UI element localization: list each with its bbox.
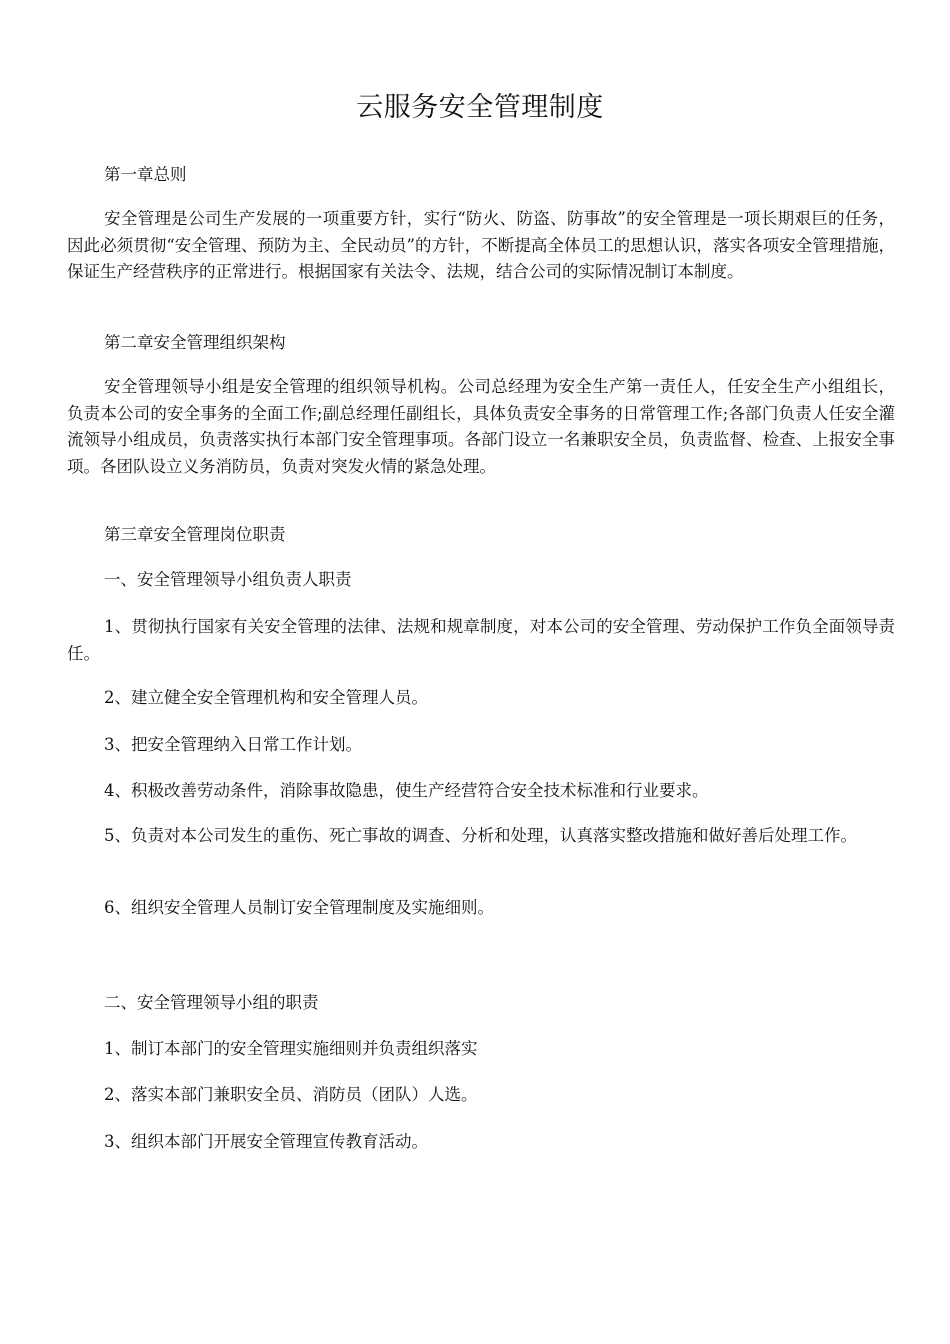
chapter-2-body: 安全管理领导小组是安全管理的组织领导机构。公司总经理为安全生产第一责任人，任安全生产小组组长，负责本公司的安全事务的全面工作;副总经理任副组长，具体负责安全事务的日常管理工作;各部门负责人任安全灌流领导小组成员，负责落实执行本部门安全管理事项。各部门设立一名兼职安全员，负责监督、检查、上报安全事项。各团队设立义务消防员，负责对突发火情的紧急处理。: [67, 377, 895, 476]
chapter-1-body: 安全管理是公司生产发展的一项重要方针，实行“防火、防盗、防事故”的安全管理是一项长期艰巨的任务，因此必须贯彻“安全管理、预防为主、全民动员”的方针，不断提高全体员工的思想认识，落实各项安全管理措施，保证生产经营秩序的正常进行。根据国家有关法令、法规，结合公司的实际情况制订本制度。: [67, 209, 895, 281]
document-title: 云服务安全管理制度: [356, 92, 604, 123]
list-item: 3、组织本部门开展安全管理宣传教育活动。: [104, 1132, 428, 1151]
list-item: 1、制订本部门的安全管理实施细则并负责组织落实: [104, 1039, 478, 1058]
section-1-heading: 一、安全管理领导小组负责人职责: [104, 570, 352, 589]
list-item: 2、落实本部门兼职安全员、消防员（团队）人选。: [104, 1085, 478, 1104]
list-item: 4、积极改善劳动条件，消除事故隐患，使生产经营符合安全技术标准和行业要求。: [104, 781, 709, 800]
section-2-heading: 二、安全管理领导小组的职责: [104, 993, 319, 1012]
list-item: 5、负责对本公司发生的重伤、死亡事故的调查、分析和处理，认真落实整改措施和做好善后处理工作。: [104, 826, 857, 845]
list-item: 3、把安全管理纳入日常工作计划。: [104, 735, 362, 754]
list-item: 1、贯彻执行国家有关安全管理的法律、法规和规章制度，对本公司的安全管理、劳动保护工作负全面领导责任。: [67, 617, 895, 663]
chapter-1-heading: 第一章总则: [104, 165, 187, 184]
chapter-2-heading: 第二章安全管理组织架构: [104, 333, 286, 352]
chapter-3-heading: 第三章安全管理岗位职责: [104, 525, 286, 544]
list-item: 2、建立健全安全管理机构和安全管理人员。: [104, 688, 428, 707]
list-item: 6、组织安全管理人员制订安全管理制度及实施细则。: [104, 898, 494, 917]
